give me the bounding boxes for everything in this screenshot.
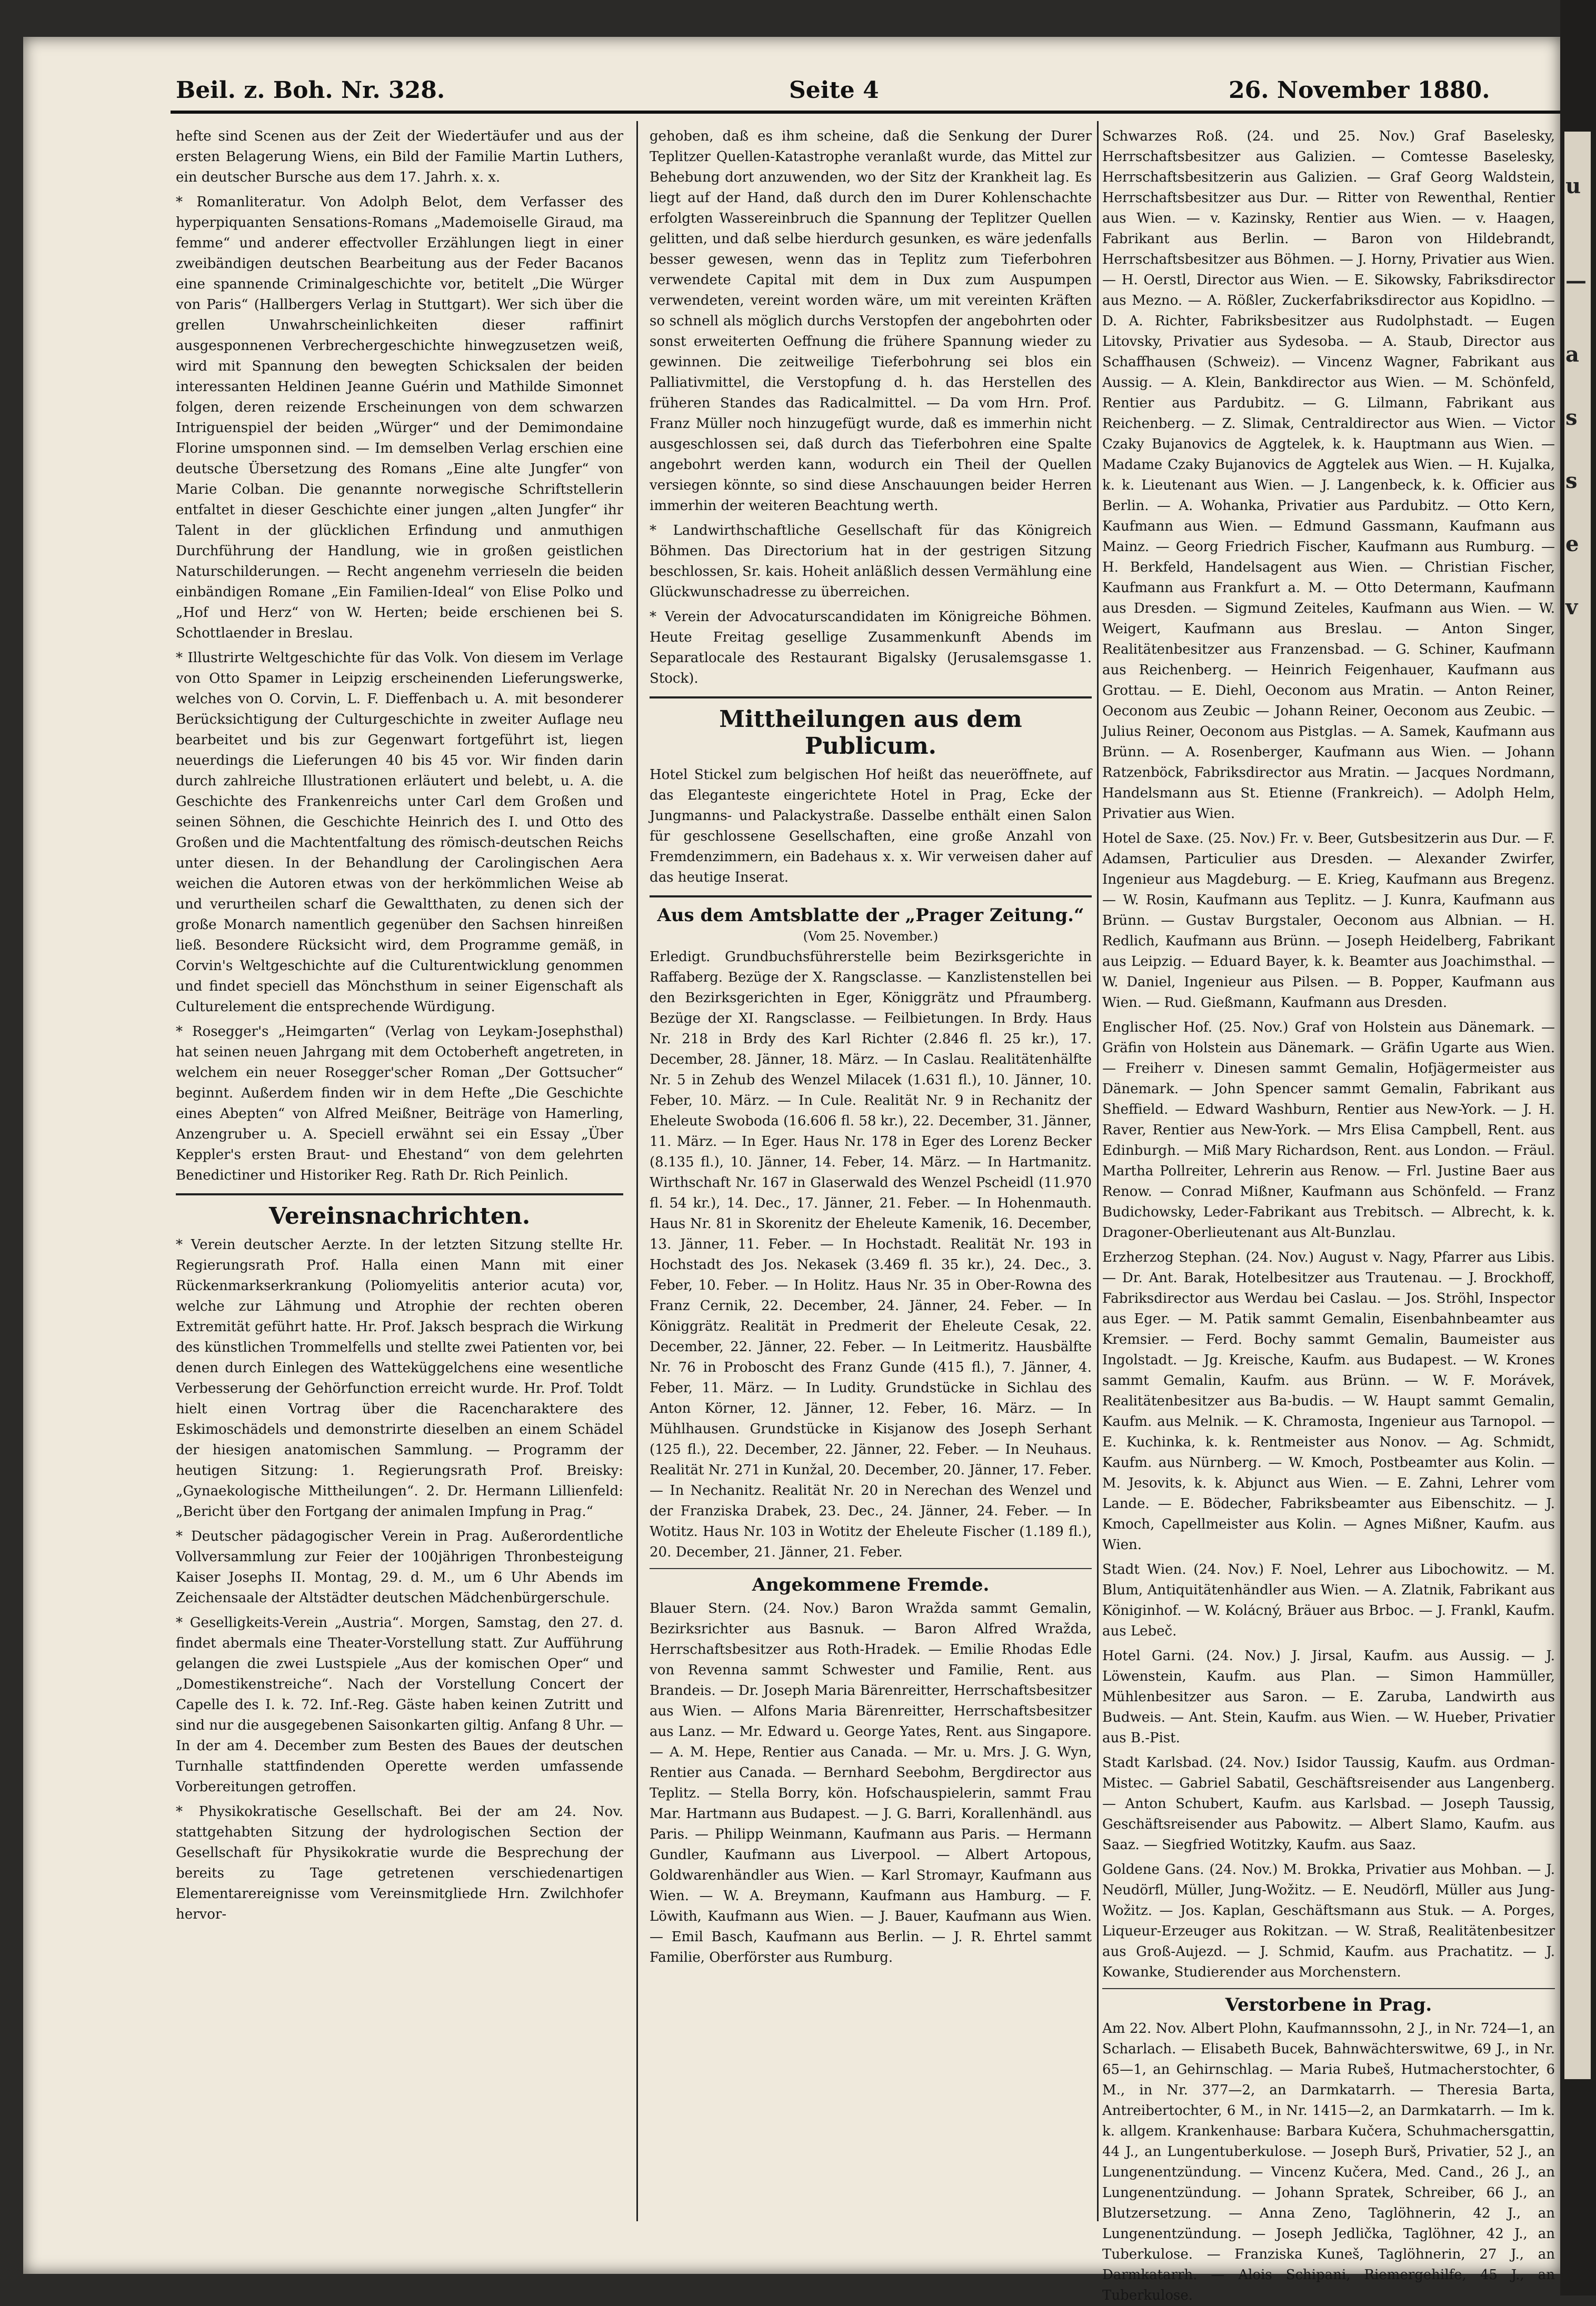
section-title-amtsblatt: Aus dem Amtsblatte der „Prager Zeitung.“ xyxy=(657,905,1084,926)
section-rule xyxy=(650,895,1092,897)
amtsblatt-paragraph: Erledigt. Grundbuchsführerstelle beim Bezirksgerichte in Raffaberg. Bezüge der X. Rangsclasse. — Kanzlistenstellen bei den Bezirksgerichten in Eger, Königgrätz und Pfraumberg. Bezüge der XI. Rangsclasse. — Feilbietungen. In Brdy. Haus Nr. 218 in Brdy des Karl Richter (2.846 fl. 25 kr.), 17. December, 28. Jänner, 18. März. — In Caslau. Realitätenhälfte Nr. 5 in Zehub des Wenzel Milacek (1.631 fl.), 10. Jänner, 10. Feber, 10. März. — In Cule. Realität Nr. 9 in Rechanitz der Eheleute Swoboda (16.606 fl. 58 kr.), 22. December, 31. Jänner, 11. März. — In Eger. Haus Nr. 178 in Eger des Lorenz Becker (8.135 fl.), 10. Jänner, 14. Feber, 14. März. — In Hartmanitz. Wirthschaft Nr. 167 in Glaserwald des Wenzel Pscheidl (11.970 fl. 54 kr.), 14. Dec., 17. Jänner, 21. Feber. — In Hohenmauth. Haus Nr. 81 in Skorenitz der Eheleute Kamenik, 16. December, 13. Jänner, 11. Feber. — In Hochstadt. Realität Nr. 193 in Hochstadt des Jos. Nekasek (3.469 fl. 35 kr.), 24. Dec., 3. Feber, 10. Feber. — In Holitz. Haus Nr. 35 in Ober-Rowna des Franz Cernik, 22. December, 24. Jänner, 24. Feber. — In Königgrätz. Realität in Predmerit der Eheleute Cesak, 22. December, 22. Jänner, 22. Feber. — In Leitmeritz. Hausbälfte Nr. 76 in Proboscht des Franz Gunde (415 fl.), 7. Jänner, 4. Feber, 11. März. — In Ludity. Grundstücke in Sichlau des Anton Körner, 12. Jänner, 12. Feber, 16. März. — In Mühlhausen. Grundstücke in Kisjanow des Joseph Serhant (125 fl.), 22. December, 22. Jänner, 22. Feber. — In Neuhaus. Realität Nr. 271 in Kunžal, 20. December, 20. Jänner, 17. Feber. — In Nechanitz. Realität Nr. 20 in Nerechan des Wenzel und der Franziska Drabek, 23. Dec., 24. Jänner, 24. Feber. — In Wotitz. Haus Nr. 103 in Wotitz der Eheleute Fischer (1.189 fl.), 20. December, 21. Jänner, 21. Feber. xyxy=(650,949,1092,1560)
header-rule xyxy=(171,111,1560,114)
article-paragraph: * Rosegger's „Heimgarten“ (Verlag von Leykam-Josephsthal) hat seinen neuen Jahrgang mit dem Octoberheft angetreten, in welchem ein neuer Rosegger'scher Roman „Der Gottsucher“ beginnt. Außerdem finden wir in dem Hefte „Die Geschichte eines Abepten“ von Alfred Meißner, Beiträge von Hamerling, Anzengruber u. A. Speciell erwähnt sei ein Essay „Über Keppler's ersten Braut- und Ehestand“ von dem gelehrten Benedictiner und Historiker Reg. Rath Dr. Rich Peinlich. xyxy=(176,1024,623,1183)
fremde-paragraph: Blauer Stern. (24. Nov.) Baron Wražda sammt Gemalin, Bezirksrichter aus Basnuk. — Baron Alfred Wražda, Herrschaftsbesitzer aus Roth-Hradek. — Emilie Rhodas Edle von Revenna sammt Schwester und Familie, Rent. aus Brandeis. — Dr. Joseph Maria Bärenreitter, Herrschaftsbesitzer aus Wien. — Alfons Maria Bärenreitter, Herrschaftsbesitzer aus Lanz. — Mr. Edward u. George Yates, Rent. aus Singapore. — A. M. Hepe, Rentier aus Canada. — Mr. u. Mrs. J. G. Wyn, Rentier aus Canada. — Bernhard Seebohm, Bergdirector aus Teplitz. — Stella Borry, kön. Hofschauspielerin, sammt Frau Mar. Hartmann aus Budapest. — J. G. Barri, Korallenhändl. aus Paris. — Philipp Weinmann, Kaufmann aus Paris. — Hermann Gundler, Kaufmann aus Liverpool. — Albert Artopous, Goldwarenhändler aus Wien. — Karl Stromayr, Kaufmann aus Wien. — W. A. Breymann, Kaufmann aus Hamburg. — F. Löwith, Kaufmann aus Wien. — J. Bauer, Kaufmann aus Wien. — Emil Basch, Kaufmann aus Berlin. — J. R. Ehrtel sammt Familie, Oberförster aus Rumburg. xyxy=(650,1601,1092,1965)
hotel-list-paragraph: Englischer Hof. (25. Nov.) Graf von Holstein aus Dänemark. — Gräfin von Holstein aus Dänemark. — Gräfin Ugarte aus Wien. — Freiherr v. Dinesen sammt Gemalin, Hofjägermeister aus Dänemark. — John Spencer sammt Gemalin, Fabrikant aus Sheffield. — Edward Washburn, Rentier aus New-York. — J. H. Raver, Rentier aus New-York. — Mrs Elisa Campbell, Rent. aus Edinburgh. — Miß Mary Richardson, Rent. aus London. — Fräul. Martha Pollreiter, Lehrerin aus Renow. — Frl. Justine Baer aus Renow. — Conrad Mißner, Kaufmann aus Schönfeld. — Franz Budichowsky, Leder-Fabrikant aus Trebitsch. — Albrecht, k. k. Dragoner-Oberlieutenant aus Alt-Bunzlau. xyxy=(1102,1020,1555,1241)
column-divider xyxy=(636,121,638,2221)
header-supplement-number: Beil. z. Boh. Nr. 328. xyxy=(176,77,445,104)
hotel-list-paragraph: Stadt Karlsbad. (24. Nov.) Isidor Taussig, Kaufm. aus Ordman-Mistec. — Gabriel Sabatil, Geschäftsreisender aus Langenberg. — Anton Schubert, Kaufm. aus Karlsbad. — Joseph Taussig, Geschäftsreisender aus Pabowitz. — Albert Slamo, Kaufm. aus Saaz. — Siegfried Wotitzky, Kaufm. aus Saaz. xyxy=(1102,1755,1555,1853)
adjacent-page-strip xyxy=(1564,132,1591,2079)
article-paragraph: * Landwirthschaftliche Gesellschaft für das Königreich Böhmen. Das Directorium hat in der gestrigen Sitzung beschlossen, Sr. kais. Hoheit anläßlich dessen Vermählung eine Glückwunschadresse zu überreichen. xyxy=(650,523,1092,600)
hotel-list-paragraph: Erzherzog Stephan. (24. Nov.) August v. Nagy, Pfarrer aus Libis. — Dr. Ant. Barak, Hotelbesitzer aus Trautenau. — J. Brockhoff, Fabriksdirector aus Werdau bei Caslau. — Jos. Ströhl, Inspector aus Eger. — M. Patik sammt Gemalin, Eisenbahnbeamter aus Kremsier. — Ferd. Bochy sammt Gemalin, Baumeister aus Ingolstadt. — Jg. Kreische, Kaufm. aus Budapest. — W. Krones sammt Gemalin, Kaufm. aus Brünn. — W. F. Morávek, Realitätenbesitzer aus Ba-budis. — W. Haupt sammt Gemalin, Kaufm. aus Melnik. — K. Chramosta, Ingenieur aus Tarnopol. — E. Kuchinka, k. k. Rentmeister aus Nonov. — Ag. Schmidt, Kaufm. aus Nürnberg. — W. Kmoch, Postbeamter aus Kolin. — M. Jesovits, k. k. Abjunct aus Wien. — E. Zahni, Lehrer vom Lande. — E. Bödecher, Fabriksbeamter aus Eibenschitz. — J. Kmoch, Capellmeister aus Kolin. — Agnes Mißner, Kaufm. aus Wien. xyxy=(1102,1250,1555,1553)
section-rule xyxy=(650,696,1092,698)
hotel-list-paragraph: Goldene Gans. (24. Nov.) M. Brokka, Privatier aus Mohban. — J. Neudörfl, Müller, Jung-Wožitz. — E. Neudörfl, Müller aus Jung-Wožitz. — Jos. Kaplan, Geschäftsmann aus Stuk. — A. Porges, Liqueur-Erzeuger aus Rokitzan. — W. Straß, Realitätenbesitzer aus Groß-Aujezd. — J. Schmid, Kaufm. aus Prachatitz. — J. Kowanke, Studierender aus Morchenstern. xyxy=(1102,1862,1555,1980)
header-date: 26. November 1880. xyxy=(1229,77,1490,104)
section-rule xyxy=(176,1193,623,1195)
column-1 xyxy=(176,126,623,2221)
verstorbene-paragraph: Am 22. Nov. Albert Plohn, Kaufmannssohn, 2 J., in Nr. 724—1, an Scharlach. — Elisabeth Bucek, Bahnwächterswitwe, 69 J., in Nr. 65—1, an Gehirnschlag. — Maria Rubeš, Hutmacherstochter, 6 M., in Nr. 377—2, an Darmkatarrh. — Theresia Barta, Antreibertochter, 6 M., in Nr. 1415—2, an Darmkatarrh. — Im k. k. allgem. Krankenhause: Barbara Kučera, Schuhmachersgattin, 44 J., an Lungentuberkulose. — Joseph Burš, Privatier, 52 J., an Lungenentzündung. — Vincenz Kučera, Med. Cand., 26 J., an Lungenentzündung. — Johann Spratek, Schreiber, 66 J., an Blutzersetzung. — Anna Zeno, Taglöhnerin, 42 J., an Lungenentzündung. — Joseph Jedlička, Taglöhner, 42 J., an Tuberkulose. — Franziska Kuneš, Taglöhnerin, 27 J., an Darmkatarrh. — Alois Schipani, Riemergehilfe, 45 J., an Tuberkulose. xyxy=(1102,2021,1555,2303)
column-2 xyxy=(650,126,1092,2221)
hotel-list-paragraph: Stadt Wien. (24. Nov.) F. Noel, Lehrer aus Libochowitz. — M. Blum, Antiquitätenhändler aus Wien. — A. Zlatnik, Fabrikant aus Königinhof. — W. Kolácný, Bräuer aus Brboc. — J. Frankl, Kaufm. aus Lebeč. xyxy=(1102,1562,1555,1639)
hotel-list-paragraph: Hotel Garni. (24. Nov.) J. Jirsal, Kaufm. aus Aussig. — J. Löwenstein, Kaufm. aus Plan. — Simon Hammüller, Mühlenbesitzer aus Saron. — E. Zaruba, Landwirth aus Budweis. — Ant. Stein, Kaufm. aus Wien. — W. Hueber, Privatier aus B.-Pist. xyxy=(1102,1648,1555,1746)
column-divider xyxy=(1097,121,1099,2221)
article-paragraph: gehoben, daß es ihm scheine, daß die Senkung der Durer Teplitzer Quellen-Katastrophe veranlaßt wurde, das Mittel zur Behebung dort anzuwenden, wo der Sitz der Krankheit lag. Es liegt auf der Hand, daß durch den im Durer Kohlenschachte erfolgten Wassereinbruch die Spannung der Teplitzer Quellen gelitten, und daß selbe hierdurch gesunken, es wäre jedenfalls besser gewesen, wenn das in Teplitz zum Tieferbohren verwendete Capital mit dem in Dux zum Auspumpen verwendeten, vereint worden wäre, um mit vereinten Kräften so schnell als möglich durchs Verstopfen der angebohrten oder sonst erweiterten Oeffnung die frühere Spannung wieder zu gewinnen. Die zeitweilige Tieferbohrung sei blos ein Palliativmittel, die Verstopfung d. h. das Herstellen des früheren Standes das Radicalmittel. — Da vom Hrn. Prof. Franz Müller noch hinzugefügt wurde, daß es immerhin nicht ausgeschlossen sei, daß durch das Tieferbohren eine Spalte angebohrt werden kann, wodurch ein Theil der Quellen versiegen könnte, so sind diese Anschauungen beider Herren immerhin der weiteren Beachtung werth. xyxy=(650,128,1092,514)
section-title-verstorbene: Verstorbene in Prag. xyxy=(1225,1994,1432,2015)
strip-char: v xyxy=(1565,595,1578,620)
section-title-publicum: Mittheilungen aus dem Publicum. xyxy=(719,706,1022,760)
hotel-list-paragraph: Schwarzes Roß. (24. und 25. Nov.) Graf Baselesky, Herrschaftsbesitzer aus Galizien. — Comtesse Baselesky, Herrschaftsbesitzerin aus Galizien. — Graf Georg Waldstein, Herrschaftsbesitzer aus Dur. — Ritter von Rewenthal, Rentier aus Wien. — v. Kazinsky, Rentier aus Wien. — v. Haagen, Fabrikant aus Berlin. — Baron von Hildebrandt, Herrschaftsbesitzer aus Böhmen. — J. Horny, Privatier aus Wien. — H. Oerstl, Director aus Wien. — E. Sikowsky, Fabriksdirector aus Mezno. — A. Rößler, Zuckerfabriksdirector aus Kopidlno. — D. A. Richter, Fabriksbesitzer aus Rudolphstadt. — Eugen Litovsky, Privatier aus Sydesoba. — A. Staub, Director aus Schaffhausen (Schweiz). — Vincenz Wagner, Fabrikant aus Aussig. — A. Klein, Bankdirector aus Wien. — M. Schönfeld, Rentier aus Pardubitz. — G. Lilmann, Fabrikant aus Reichenberg. — Z. Slimak, Centraldirector aus Wien. — Victor Czaky Bujanovics de Aggtelek, k. k. Hauptmann aus Wien. — Madame Czaky Bujanovics de Aggtelek aus Wien. — H. Kujalka, k. k. Lieutenant aus Wien. — J. Langenbeck, k. k. Officier aus Berlin. — A. Wohanka, Privatier aus Pardubitz. — Otto Kern, Kaufmann aus Wien. — Edmund Gassmann, Kaufmann aus Mainz. — Georg Friedrich Fischer, Kaufmann aus Rumburg. — H. Berkfeld, Handelsagent aus Wien. — Christian Fischer, Kaufmann aus Frankfurt a. M. — Otto Determann, Kaufmann aus Dresden. — Sigmund Zeiteles, Kaufmann aus Wien. — W. Weigert, Kaufmann aus Breslau. — Anton Singer, Realitätenbesitzer aus Franzensbad. — G. Schiner, Kaufmann aus Reichenberg. — Heinrich Feigenhauer, Kaufmann aus Grottau. — E. Diehl, Oeconom aus Mratin. — Anton Reiner, Oeconom aus Zeubic — Johann Reiner, Oeconom aus Zeubic. — Julius Reiner, Oeconom aus Pistglas. — A. Samek, Kaufmann aus Brünn. — A. Rosenberger, Kaufmann aus Wien. — Johann Ratzenböck, Fabriksdirector aus Mratin. — Jacques Nordmann, Handelsmann aus St. Etienne (Frankreich). — Adolph Helm, Privatier aus Wien. xyxy=(1102,128,1555,822)
article-paragraph: * Verein der Advocaturscandidaten im Königreiche Böhmen. Heute Freitag gesellige Zusammenkunft Abends im Separatlocale des Restaurant Bigalsky (Jerusalemsgasse 1. Stock). xyxy=(650,609,1092,686)
column-3 xyxy=(1102,126,1555,2303)
article-paragraph: * Physikokratische Gesellschaft. Bei der am 24. Nov. stattgehabten Sitzung der hydrologischen Section der Gesellschaft für Physikokratie wurde die Besprechung der bereits zu Tage getretenen verschiedenartigen Elementarereignisse vom Vereinsmitgliede Hrn. Zwilchhofer hervor- xyxy=(176,1804,623,1922)
strip-char: s xyxy=(1565,468,1578,493)
strip-char: e xyxy=(1565,532,1579,556)
newspaper-page xyxy=(23,37,1560,2303)
article-paragraph: * Verein deutscher Aerzte. In der letzten Sitzung stellte Hr. Regierungsrath Prof. Halla einen Mann mit einer Rückenmarkserkrankung (Poliomyelitis anterior acuta) vor, welche zur Lähmung und Atrophie der rechten oberen Extremität geführt hatte. Hr. Prof. Jaksch besprach die Wirkung des künstlichen Trommelfells und stellte zwei Patienten vor, bei denen durch Einlegen des Watteküggelchens eine wesentliche Verbesserung der Gehörfunction erreicht wurde. Hr. Prof. Toldt hielt einen Vortrag über die Racencharaktere des Eskimoschädels und demonstrirte dieselben an einem Schädel der hiesigen anatomischen Sammlung. — Programm der heutigen Sitzung: 1. Regierungsrath Prof. Breisky: „Gynaekologische Mittheilungen“. 2. Dr. Hermann Lillienfeld: „Bericht über den Fortgang der animalen Impfung in Prag.“ xyxy=(176,1237,623,1520)
amtsblatt-date: (Vom 25. November.) xyxy=(803,929,939,944)
section-title-fremde: Angekommene Fremde. xyxy=(752,1574,990,1595)
strip-char: u xyxy=(1565,174,1581,198)
article-paragraph: hefte sind Scenen aus der Zeit der Wiedertäufer und aus der ersten Belagerung Wiens, ein Bild der Familie Martin Luthers, ein deutscher Bursche aus dem 17. Jahrh. x. x. xyxy=(176,128,623,185)
page-header xyxy=(23,66,1560,114)
article-paragraph: * Deutscher pädagogischer Verein in Prag. Außerordentliche Vollversammlung zur Feier der 100jährigen Thronbesteigung Kaiser Josephs II. Montag, 29. d. M., um 6 Uhr Abends im Zeichensaale der Altstädter deutschen Mädchenbürgerschule. xyxy=(176,1529,623,1606)
article-paragraph: * Illustrirte Weltgeschichte für das Volk. Von diesem im Verlage von Otto Spamer in Leipzig erscheinenden Lieferungswerke, welches von O. Corvin, L. F. Dieffenbach u. A. mit besonderer Berücksichtigung der Culturgeschichte in zweiter Auflage neu bearbeitet und bis zur Gegenwart fortgeführt ist, liegen neuerdings die Lieferungen 40 bis 45 vor. Wir finden darin durch zahlreiche Illustrationen erläutert und belebt, u. A. die Geschichte des Frankenreichs unter Carl dem Großen und seinen Söhnen, die Geschichte Heinrich des I. und Otto des Großen und die Machtentfaltung des römisch-deutschen Reichs unter diesen. In der Behandlung der Carolingischen Aera weichen die Autoren etwas von der herkömmlichen Weise ab und verurtheilen scharf die Gewaltthaten, zu denen sich der große Monarch namentlich gegenüber den Sachsen hinreißen ließ. Besondere Rücksicht wird, dem Programme gemäß, in Corvin's Weltgeschichte auf die Culturentwicklung genommen und findet speciell das Mönchsthum in seiner Eigenschaft als Culturelement die entsprechende Würdigung. xyxy=(176,650,623,1015)
section-title-vereinsnachrichten: Vereinsnachrichten. xyxy=(268,1203,531,1230)
section-rule xyxy=(1102,1988,1555,1989)
hotel-list-paragraph: Hotel de Saxe. (25. Nov.) Fr. v. Beer, Gutsbesitzerin aus Dur. — F. Adamsen, Particulier aus Dresden. — Alexander Zwirfer, Ingenieur aus Magdeburg. — E. Krieg, Kaufmann aus Bregenz. — W. Rosin, Kaufmann aus Teplitz. — J. Kunra, Kaufmann aus Brünn. — Gustav Burgstaler, Oeconom aus Albnian. — H. Redlich, Kaufmann aus Brünn. — Joseph Heidelberg, Fabrikant aus Leipzig. — Eduard Bayer, k. k. Beamter aus Joachimsthal. — W. Daniel, Ingenieur aus Pilsen. — B. Popper, Kaufmann aus Wien. — Rud. Gießmann, Kaufmann aus Dresden. xyxy=(1102,831,1555,1011)
strip-char: s xyxy=(1565,405,1578,430)
header-page-number: Seite 4 xyxy=(789,77,879,104)
section-rule xyxy=(650,1568,1092,1569)
strip-char: a xyxy=(1565,342,1579,367)
article-paragraph: * Romanliteratur. Von Adolph Belot, dem Verfasser des hyperpiquanten Sensations-Romans „Mademoiselle Giraud, ma femme“ und anderer effectvoller Erzählungen liegt in einer zweibändigen deutschen Bearbeitung aus der Feder Bacanos eine spannende Criminalgeschichte vor, betitelt „Die Würger von Paris“ (Hallbergers Verlag in Stuttgart). Wer sich über die grellen Unwahrscheinlichkeiten dieser raffinirt ausgesponnenen Verbrechergeschichte hinwegzusetzen weiß, wird mit Spannung den bewegten Schicksalen der beiden interessanten Heldinen Jeanne Guérin und Mathilde Simonnet folgen, deren reizende Erscheinungen von dem schwarzen Intriguenspiel der beiden „Würger“ und der Demimondaine Florine umsponnen sind. — Im demselben Verlag erschien eine deutsche Übersetzung des Romans „Eine alte Jungfer“ von Marie Colban. Die genannte norwegische Schriftstellerin entfaltet in dieser Geschichte einer jungen „alten Jungfer“ ihr Talent in der glücklichen Erfindung und anmuthigen Durchführung der Handlung, wie in großen geistlichen Naturschilderungen. — Recht angenehm verrieseln die beiden einbändigen Romane „Ein Familien-Ideal“ von Elise Polko und „Hof und Herz“ von W. Herten; beide erschienen bei S. Schottlaender in Breslau. xyxy=(176,194,623,641)
adjacent-page-edge xyxy=(1560,0,1596,2295)
article-paragraph: * Geselligkeits-Verein „Austria“. Morgen, Samstag, den 27. d. findet abermals eine Theater-Vorstellung statt. Zur Aufführung gelangen die zwei Lustspiele „Aus der komischen Oper“ und „Domestikenstreiche“. Nach der Vorstellung Concert der Capelle des I. k. 72. Inf.-Reg. Gäste haben keinen Zutritt und sind nur die ausgegebenen Saisonkarten giltig. Anfang 8 Uhr. — In der am 4. December zum Besten des Baues der deutschen Turnhalle stattfindenden Operette werden umfassende Vorbereitungen getroffen. xyxy=(176,1615,623,1795)
strip-char: — xyxy=(1565,268,1587,293)
publicum-paragraph: Hotel Stickel zum belgischen Hof heißt das neueröffnete, auf das Eleganteste eingerichtete Hotel in Prag, Ecke der Jungmanns- und Palackystraße. Dasselbe enthält einen Salon für geschlossene Gesellschaften, eine große Anzahl von Fremdenzimmern, ein Badehaus x. x. Wir verweisen daher auf das heutige Inserat. xyxy=(650,767,1092,885)
